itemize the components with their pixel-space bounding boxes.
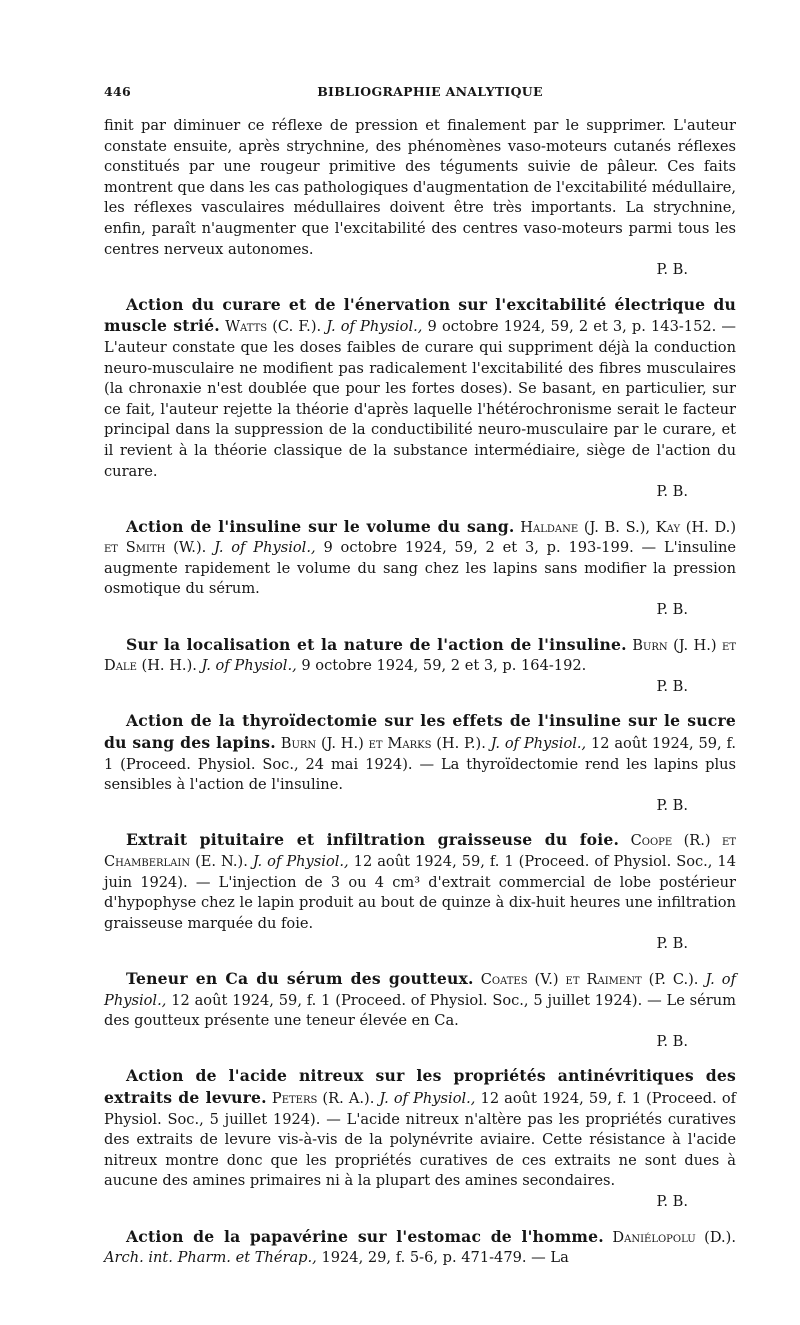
entry-authors: Coates (V.) et Raiment (P. C.). [480,970,699,988]
entry-body [104,1227,736,1269]
entry-title: Extrait pituitaire et infiltration graisseuse du foie. [126,830,620,850]
entry-journal: J. of Physiol., [214,539,316,557]
entry-thyroidectomie [104,711,736,816]
page-number: 446 [104,84,131,99]
entry-body [104,517,736,600]
entry-body [104,1066,736,1192]
entry-journal: Arch. int. Pharm. et Thérap., [104,1249,317,1267]
entry-authors: Daniélopolu (D.). [612,1228,736,1246]
entry-title: Action de la papavérine sur l'estomac de l'homme. [126,1226,604,1246]
entry-abstract: L'insuline augmente rapidement le volume du sang chez les lapins sans modifier la pression osmotique du sérum. [104,539,736,598]
entry-signature: P. B. [656,601,688,619]
entry-title: Action de la thyroïdectomie sur les effets de l'insuline sur le sucre du sang des lapins. [104,711,736,753]
entry-localisation-insuline [104,635,736,698]
entry-body [104,969,736,1032]
entry-abstract: La [550,1249,569,1267]
entry-teneur-ca [104,969,736,1052]
entry-signature: P. B. [656,1032,688,1050]
entry-body [104,711,736,795]
entry-journal: J. of Physiol., [326,318,423,336]
entry-body [104,830,736,934]
intro-paragraph: finit par diminuer ce réflexe de pression et finalement par le supprimer. L'auteur constate ensuite, après strychnine, des phénomènes vaso-moteurs cutanés réflexes constitués par une rougeur primitive des téguments suivie de pâleur. Ces faits montrent que dans les cas pathologiques d'augmentation de l'excitabilité médullaire, les réflexes vasculaires médullaires doivent être très importants. La strychnine, enfin, paraît n'augmenter que l'excitabilité des centres vaso-moteurs parmi tous les centres nerveux autonomes. [104,117,736,258]
entry-reference: 12 août 1924, 59, f. 1 (Proceed. of Physiol. Soc., 14 juin 1924). — [104,853,736,891]
entry-signature: P. B. [656,483,688,501]
entry-body [104,295,736,482]
entry-reference: 12 août 1924, 59, f. 1 (Proceed. Physiol. Soc., 24 mai 1924). — [104,735,736,773]
entry-authors: Burn (J. H.) et Dale (H. H.). [104,636,736,675]
entry-authors: Watts (C. F.). [225,318,322,336]
entry-title: Action de l'acide nitreux sur les propriétés antinévritiques des extraits de levure. [104,1066,736,1107]
entry-reference: 12 août 1924, 59, f. 1 (Proceed. of Physiol. Soc., 5 juillet 1924). — [171,991,662,1009]
entry-journal: J. of Physiol., [104,970,736,1009]
running-head [104,78,736,100]
entry-extrait-pituitaire [104,830,736,955]
entry-signature: P. B. [656,677,688,695]
entry-title: Action du curare et de l'énervation sur l'excitabilité électrique du muscle strié. [104,294,736,336]
intro-signature: P. B. [656,261,688,279]
entry-reference: 9 octobre 1924, 59, 2 et 3, p. 164-192. [301,657,587,675]
entry-title: Sur la localisation et la nature de l'action de l'insuline. [126,634,627,654]
entry-acide-nitreux [104,1066,736,1212]
entry-journal: J. of Physiol., [201,657,297,675]
entry-papaverine [104,1227,736,1269]
entry-journal: J. of Physiol., [490,735,587,753]
entry-title: Teneur en Ca du sérum des goutteux. [126,968,474,988]
entry-signature: P. B. [656,796,688,814]
document-page [104,78,736,1269]
entry-reference: 9 octobre 1924, 59, 2 et 3, p. 143-152. — [427,318,737,336]
running-title: BIBLIOGRAPHIE ANALYTIQUE [317,84,543,99]
entry-authors: Coope (R.) et Chamberlain (E. N.). [104,832,737,870]
entry-journal: J. of Physiol., [379,1089,476,1107]
entry-signature: P. B. [656,935,688,953]
entry-abstract: L'acide nitreux n'altère pas les propriétés curatives des extraits de levure vis-à-vis de la polynévrite aviaire. Cette résistance à l'acide nitreux montre donc que les propriétés curatives de ces extraits ne sont dues à aucune des amines primaires ni à la plupart des amines secondaires. [104,1110,737,1190]
entry-reference: 9 octobre 1924, 59, 2 et 3, p. 193-199. — [323,539,657,557]
entry-title: Action de l'insuline sur le volume du sang. [126,516,515,536]
entry-authors: Haldane (J. B. S.), Kay (H. D.) et Smith (W.). [104,518,737,557]
entry-signature: P. B. [656,1192,688,1210]
entry-body [104,635,736,677]
entry-reference: 12 août 1924, 59, f. 1 (Proceed. of Physiol. Soc., 5 juillet 1924). — [104,1089,737,1128]
entry-authors: Burn (J. H.) et Marks (H. P.). [280,735,486,753]
entry-authors: Peters (R. A.). [271,1089,375,1107]
entry-reference: 1924, 29, f. 5-6, p. 471-479. — [321,1249,546,1267]
entry-abstract: Le sérum des goutteux présente une teneur élevée en Ca. [104,991,736,1030]
entry-curare [104,295,736,503]
entry-abstract: L'injection de 3 ou 4 cm³ d'extrait commercial de lobe postérieur d'hypophyse chez le lapin produit au bout de quinze à dix-huit heures une infiltration graisseuse marquée du foie. [104,873,736,932]
entry-insuline-volume-sang [104,517,736,621]
entry-abstract: L'auteur constate que les doses faibles de curare qui suppriment déjà la conduction neuro-musculaire ne modifient pas radicalement l'excitabilité des fibres musculaires (la chronaxie n'est doublée que pour les fortes doses). Se basant, en particulier, sur ce fait, l'auteur rejette la théorie d'après laquelle l'hétérochronisme serait le facteur principal dans la suppression de la conductibilité neuro-musculaire par le curare, et il revient à la théorie classique de la substance intermédiaire, siège de l'action du curare. [104,338,736,480]
entry-journal: J. of Physiol., [252,853,349,870]
entry-abstract: La thyroïdectomie rend les lapins plus sensibles à l'action de l'insuline. [104,755,737,794]
